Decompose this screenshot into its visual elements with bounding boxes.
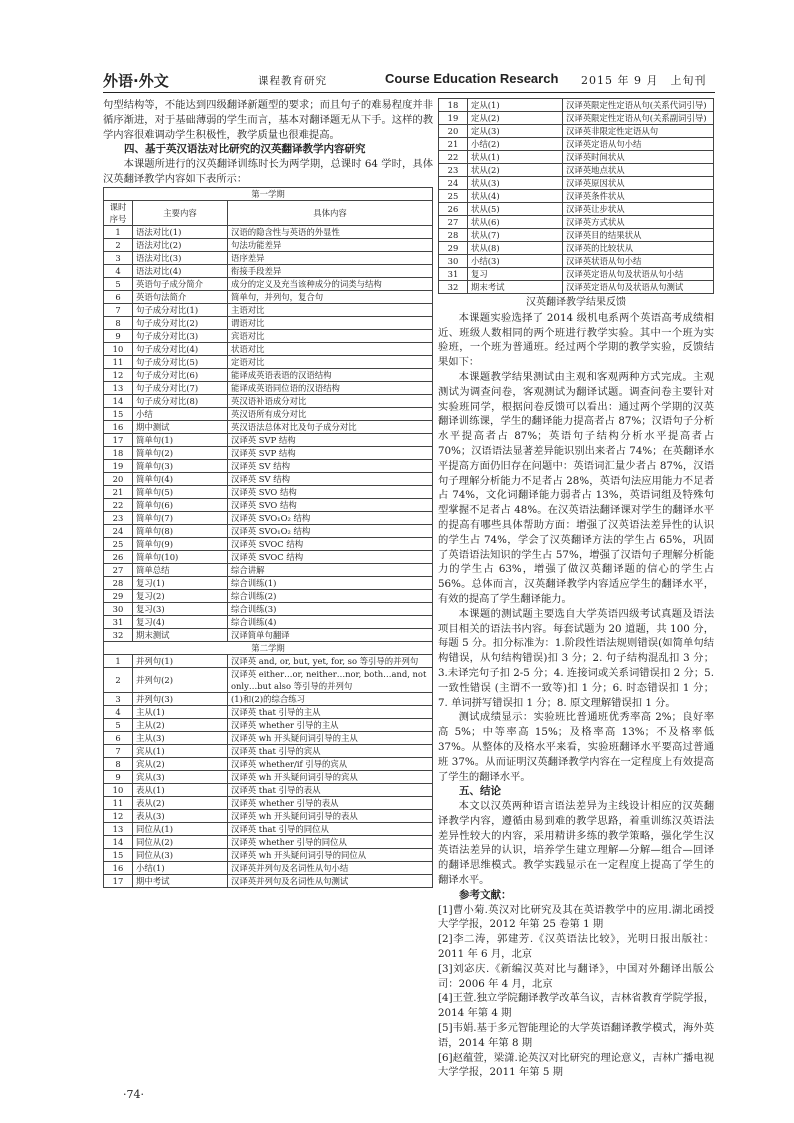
journal-title: 外语·外文	[103, 72, 169, 90]
row-main-content: 状从(6)	[468, 216, 563, 229]
reference-item: [1]曹小菊.英汉对比研究及其在英语教学中的应用.湖北函授大学学报，2012 年第 25 卷第 1 期	[438, 903, 714, 931]
curriculum-table-continued	[438, 98, 714, 294]
row-main-content: 句子成分对比(4)	[133, 342, 228, 355]
row-detail: 汉译英目的结果状从	[563, 229, 714, 242]
row-detail: 汉译英 SVO 结构	[228, 485, 433, 498]
row-detail: 汉译英非限定性定语从句	[563, 125, 714, 138]
row-main-content: 小结(3)	[468, 255, 563, 268]
row-detail: 谓语对比	[228, 316, 433, 329]
table-row	[104, 718, 433, 731]
table-row	[104, 692, 433, 705]
row-number: 2	[104, 667, 133, 692]
table-row	[104, 602, 433, 615]
row-number: 31	[104, 615, 133, 628]
table-row	[439, 203, 714, 216]
page-number: ·74·	[123, 1088, 144, 1101]
table-row	[104, 316, 433, 329]
table-row	[104, 394, 433, 407]
row-number: 20	[104, 472, 133, 485]
row-detail: 汉译英方式状从	[563, 216, 714, 229]
row-main-content: 复习(4)	[133, 615, 228, 628]
row-detail: 汉译英 SVOC 结构	[228, 537, 433, 550]
row-number: 1	[104, 654, 133, 667]
row-main-content: 宾从(3)	[133, 770, 228, 783]
row-detail: 汉译英定语从句及状语从句小结	[563, 268, 714, 281]
curriculum-table	[103, 187, 433, 888]
row-detail: 汉译英 SVO 结构	[228, 498, 433, 511]
row-number: 30	[439, 255, 468, 268]
row-number: 3	[104, 692, 133, 705]
table-row	[104, 835, 433, 848]
row-number: 10	[104, 783, 133, 796]
row-main-content: 语法对比(3)	[133, 251, 228, 264]
row-number: 17	[104, 874, 133, 887]
table-row	[104, 251, 433, 264]
table-row	[104, 368, 433, 381]
row-detail: 汉译英并列句及名词性从句测试	[228, 874, 433, 887]
row-main-content: 状从(5)	[468, 203, 563, 216]
row-detail: 汉译英定语从句小结	[563, 138, 714, 151]
row-detail: 汉译英并列句及名词性从句小结	[228, 861, 433, 874]
table-row	[439, 242, 714, 255]
table-row	[104, 537, 433, 550]
row-main-content: 状从(3)	[468, 177, 563, 190]
table-row	[104, 355, 433, 368]
row-main-content: 语法对比(4)	[133, 264, 228, 277]
table-row	[104, 589, 433, 602]
table-row	[104, 472, 433, 485]
row-detail: 英汉语补语成分对比	[228, 394, 433, 407]
row-detail: 汉译英 that 引导的宾从	[228, 744, 433, 757]
row-main-content: 简单句(7)	[133, 511, 228, 524]
row-main-content: 句子成分对比(7)	[133, 381, 228, 394]
row-number: 19	[439, 112, 468, 125]
table-row	[439, 125, 714, 138]
table-row	[104, 848, 433, 861]
row-number: 28	[439, 229, 468, 242]
table-row	[439, 190, 714, 203]
row-detail: 汉语的隐含性与英语的外显性	[228, 225, 433, 238]
row-main-content: 复习(2)	[133, 589, 228, 602]
table-row	[104, 511, 433, 524]
row-number: 18	[104, 446, 133, 459]
row-main-content: 简单句(5)	[133, 485, 228, 498]
row-main-content: 状从(4)	[468, 190, 563, 203]
results-caption: 汉英翻译教学结果反馈	[526, 297, 626, 308]
row-number: 12	[104, 809, 133, 822]
row-number: 2	[104, 238, 133, 251]
row-number: 21	[104, 485, 133, 498]
right-column	[438, 98, 714, 1080]
row-detail: 汉译英 either…or, neither…nor, both…and, not only…but also 等引导的并列句	[228, 667, 433, 692]
row-number: 22	[439, 151, 468, 164]
row-main-content: 同位从(1)	[133, 822, 228, 835]
table-row	[439, 177, 714, 190]
row-number: 29	[104, 589, 133, 602]
row-main-content: 定从(1)	[468, 99, 563, 112]
row-main-content: 简单句(6)	[133, 498, 228, 511]
row-detail: 汉译英 SVP 结构	[228, 446, 433, 459]
row-main-content: 并列句(1)	[133, 654, 228, 667]
table-row	[104, 731, 433, 744]
row-detail: 汉译英 that 引导的主从	[228, 705, 433, 718]
table-row	[104, 796, 433, 809]
row-main-content: 状从(1)	[468, 151, 563, 164]
row-main-content: 期末考试	[468, 281, 563, 294]
results-paragraph: 测试成绩显示：实验班比普通班优秀率高 2%；良好率高 5%；中等率高 15%；及格率高 13%；不及格率低 37%。从整体的及格水平来看，实验班翻译水平要高过普通班 37%。从而证明汉英翻译教学内容在一定程度上有效提高了学生的翻译水平。	[438, 711, 714, 783]
reference-item: [2]李二涛，郭建芳.《汉英语法比较》，光明日报出版社：2011 年 6 月，北京	[438, 933, 714, 961]
row-number: 15	[104, 407, 133, 420]
row-detail: 综合训练(1)	[228, 576, 433, 589]
table-row	[104, 550, 433, 563]
row-detail: 状语对比	[228, 342, 433, 355]
row-number: 26	[439, 203, 468, 216]
reference-item: [5]韦娟.基于多元智能理论的大学英语翻译教学模式，海外英语，2014 年第 8 期	[438, 1022, 714, 1049]
table-row	[104, 446, 433, 459]
row-detail: 汉译英 that 引导的同位从	[228, 822, 433, 835]
semester1-label: 第一学期	[104, 187, 433, 200]
row-detail: 汉译英 wh 开头疑问词引导的宾从	[228, 770, 433, 783]
table-row	[104, 563, 433, 576]
references-title: 参考文献：	[459, 888, 512, 901]
reference-item: [3]刘宓庆.《新编汉英对比与翻译》，中国对外翻译出版公司：2006 年 4 月，北京	[438, 962, 714, 990]
section-name: 课程教育研究	[258, 75, 327, 87]
table-row	[104, 861, 433, 874]
table-row	[104, 874, 433, 887]
row-number: 30	[104, 602, 133, 615]
row-detail: 综合讲解	[228, 563, 433, 576]
row-detail: 主语对比	[228, 303, 433, 316]
section4-paragraph: 本课题所进行的汉英翻译训练时长为两学期，总课时 64 学时，具体汉英翻译教学内容如下表所示：	[103, 158, 433, 185]
table-row	[439, 112, 714, 125]
row-number: 24	[104, 524, 133, 537]
row-number: 28	[104, 576, 133, 589]
table-row	[104, 576, 433, 589]
issue-date: 2015 年 9 月 上旬刊	[581, 74, 707, 87]
table-row	[104, 809, 433, 822]
table-row	[104, 705, 433, 718]
row-main-content: 表从(1)	[133, 783, 228, 796]
row-number: 13	[104, 381, 133, 394]
table-row	[104, 498, 433, 511]
row-main-content: 主从(1)	[133, 705, 228, 718]
row-detail: 语序差异	[228, 251, 433, 264]
table-row	[104, 238, 433, 251]
row-number: 5	[104, 277, 133, 290]
row-detail: 汉译英 SV 结构	[228, 459, 433, 472]
row-detail: 汉译英 whether 引导的同位从	[228, 835, 433, 848]
col-header-number: 课时序号	[104, 200, 133, 225]
row-number: 21	[439, 138, 468, 151]
row-number: 31	[439, 268, 468, 281]
row-main-content: 同位从(3)	[133, 848, 228, 861]
table-row	[104, 342, 433, 355]
row-main-content: 复习	[468, 268, 563, 281]
row-main-content: 简单句(2)	[133, 446, 228, 459]
row-number: 27	[439, 216, 468, 229]
row-number: 14	[104, 835, 133, 848]
table-row	[104, 433, 433, 446]
row-detail: 汉译英 SVOC 结构	[228, 550, 433, 563]
row-detail: 汉译英状语从句小结	[563, 255, 714, 268]
row-number: 27	[104, 563, 133, 576]
row-detail: 汉译英 and, or, but, yet, for, so 等引导的并列句	[228, 654, 433, 667]
row-main-content: 句子成分对比(8)	[133, 394, 228, 407]
row-number: 10	[104, 342, 133, 355]
row-detail: 汉译英定语从句及状语从句测试	[563, 281, 714, 294]
row-main-content: 简单句(1)	[133, 433, 228, 446]
row-main-content: 语法对比(1)	[133, 225, 228, 238]
row-detail: 英汉语法总体对比及句子成分对比	[228, 420, 433, 433]
table-row	[104, 420, 433, 433]
row-main-content: 句子成分对比(2)	[133, 316, 228, 329]
table-row	[104, 744, 433, 757]
table-row	[104, 459, 433, 472]
row-detail: 定语对比	[228, 355, 433, 368]
row-number: 7	[104, 303, 133, 316]
row-detail: 汉译英条件状从	[563, 190, 714, 203]
table-row	[104, 329, 433, 342]
row-main-content: 英语句法简介	[133, 290, 228, 303]
row-number: 6	[104, 731, 133, 744]
row-number: 29	[439, 242, 468, 255]
row-detail: 汉译英 whether 引导的主从	[228, 718, 433, 731]
table-row	[104, 822, 433, 835]
row-detail: 汉译英时间状从	[563, 151, 714, 164]
table-row	[104, 303, 433, 316]
row-detail: 汉译英原因状从	[563, 177, 714, 190]
table-row	[104, 757, 433, 770]
row-detail: 汉译英让步状从	[563, 203, 714, 216]
table-row	[104, 381, 433, 394]
row-main-content: 定从(3)	[468, 125, 563, 138]
table-row	[104, 628, 433, 641]
row-number: 18	[439, 99, 468, 112]
row-number: 23	[439, 164, 468, 177]
table-row	[439, 255, 714, 268]
col-header-main: 主要内容	[133, 200, 228, 225]
results-paragraph: 本课题实验选择了 2014 级机电系两个英语高考成绩相近、班级人数相同的两个班进行教学实验。其中一个班为实验班，一个班为普通班。经过两个学期的教学实验，反馈结果如下：	[438, 311, 714, 369]
row-main-content: 状从(7)	[468, 229, 563, 242]
row-number: 4	[104, 705, 133, 718]
table-row	[104, 225, 433, 238]
row-number: 22	[104, 498, 133, 511]
row-main-content: 表从(3)	[133, 809, 228, 822]
row-detail: 汉译英 SVO₁O₂ 结构	[228, 524, 433, 537]
row-detail: 简单句，并列句，复合句	[228, 290, 433, 303]
table-row	[104, 485, 433, 498]
page-header	[103, 70, 713, 92]
row-number: 8	[104, 757, 133, 770]
row-detail: 汉译英 SVO₁O₂ 结构	[228, 511, 433, 524]
table-row	[439, 268, 714, 281]
journal-english-title: Course Education Research	[385, 71, 559, 86]
row-detail: 能译成英语同位语的汉语结构	[228, 381, 433, 394]
row-main-content: 并列句(3)	[133, 692, 228, 705]
row-number: 6	[104, 290, 133, 303]
row-main-content: 简单句(4)	[133, 472, 228, 485]
row-main-content: 简单句(8)	[133, 524, 228, 537]
row-number: 1	[104, 225, 133, 238]
row-main-content: 句子成分对比(6)	[133, 368, 228, 381]
row-main-content: 期中测试	[133, 420, 228, 433]
results-paragraph: 本课题的测试题主要选自大学英语四级考试真题及语法项目相关的语法书内容。每套试题为 20 道题，共 100 分，每题 5 分。扣分标准为：1.阶段性语法规则错误(如简单句结构错误，从句结构错误)扣 3 分；2. 句子结构混乱扣 3 分；3.未译完句子扣 2-5 分；4. 连接词或关系词错误扣 2 分；5. 一致性错误 (主谓不一致等)扣 1 分；6. 时态错误扣 1 分；7. 单词拼写错误扣 1 分；8. 原文理解错误扣 1 分。	[438, 607, 714, 709]
row-main-content: 小结(1)	[133, 861, 228, 874]
row-number: 9	[104, 770, 133, 783]
row-detail: 汉译简单句翻译	[228, 628, 433, 641]
row-number: 11	[104, 796, 133, 809]
row-detail: 汉译英 wh 开头疑问词引导的表从	[228, 809, 433, 822]
row-main-content: 主从(2)	[133, 718, 228, 731]
row-detail: 能译成英语表语的汉语结构	[228, 368, 433, 381]
table-row	[104, 290, 433, 303]
reference-item: [6]赵蕴萱，梁潇.论英汉对比研究的理论意义，吉林广播电视大学学报，2011 年第 5 期	[438, 1051, 714, 1079]
row-main-content: 简单句(10)	[133, 550, 228, 563]
row-number: 9	[104, 329, 133, 342]
row-number: 5	[104, 718, 133, 731]
table-row	[439, 164, 714, 177]
table-row	[104, 783, 433, 796]
row-detail: 汉译英的比较状从	[563, 242, 714, 255]
row-main-content: 句子成分对比(1)	[133, 303, 228, 316]
row-detail: 汉译英限定性定语从句(关系副词引导)	[563, 112, 714, 125]
row-detail: 汉译英 wh 开头疑问词引导的同位从	[228, 848, 433, 861]
row-main-content: 表从(2)	[133, 796, 228, 809]
row-main-content: 状从(8)	[468, 242, 563, 255]
row-detail: 汉译英 SV 结构	[228, 472, 433, 485]
row-detail: (1)和(2)的综合练习	[228, 692, 433, 705]
row-number: 24	[439, 177, 468, 190]
section5-paragraph: 本文以汉英两种语言语法差异为主线设计相应的汉英翻译教学内容，遵循由易到难的教学思路，着重训练汉英语法差异性较大的内容，采用精讲多练的教学策略，强化学生汉英语法差异的认识，培养学生建立理解—分解—组合—回译的翻译思维模式。教学实践显示在一定程度上提高了学生的翻译水平。	[438, 800, 714, 887]
row-main-content: 复习(1)	[133, 576, 228, 589]
row-number: 14	[104, 394, 133, 407]
table-row	[104, 277, 433, 290]
table-row	[439, 216, 714, 229]
section4-title: 四、基于英汉语法对比研究的汉英翻译教学内容研究	[124, 143, 366, 156]
row-number: 12	[104, 368, 133, 381]
table-row	[104, 667, 433, 692]
row-detail: 句法功能差异	[228, 238, 433, 251]
row-number: 4	[104, 264, 133, 277]
row-main-content: 英语句子成分简介	[133, 277, 228, 290]
row-number: 8	[104, 316, 133, 329]
row-number: 7	[104, 744, 133, 757]
row-detail: 衔接手段差异	[228, 264, 433, 277]
row-main-content: 期中考试	[133, 874, 228, 887]
results-paragraph: 本课题教学结果测试由主观和客观两种方式完成。主观测试为调查问卷，客观测试为翻译试题。调查问卷主要针对实验班同学，根据问卷反馈可以看出：通过两个学期的汉英翻译训练课，学生的翻译能力提高者占 87%；汉语句子分析水平提高者占 87%；英语句子结构分析水平提高者占 70%；汉语语法显著差异能识别出来者占 74%；在英翻译水平提高方面仍旧存在问题中：英语词汇量少者占 87%，汉语句子理解分析能力不足者占 28%，英语句法应用能力不足者占 74%，文化词翻译能力弱者占 13%，英语词组及特殊句型掌握不足者占 48%。在汉英语法翻译课对学生的翻译水平的提高有哪些具体帮助方面：增强了汉英语法差异性的认识的学生占 74%，学会了汉英翻译方法的学生占 65%，巩固了英语语法知识的学生占 57%，增强了汉语句子理解分析能力的学生占 63%，增强了做汉英翻译题的信心的学生占 56%。总体而言，汉英翻译教学内容适应学生的翻译水平，有效的提高了学生翻译能力。	[438, 370, 714, 605]
table-row	[104, 770, 433, 783]
row-main-content: 宾从(1)	[133, 744, 228, 757]
row-detail: 汉译英 SVP 结构	[228, 433, 433, 446]
semester2-label: 第二学期	[104, 641, 433, 654]
section5-title: 五、结论	[459, 785, 501, 798]
table-row	[104, 264, 433, 277]
table-row	[439, 281, 714, 294]
row-number: 20	[439, 125, 468, 138]
row-main-content: 小结	[133, 407, 228, 420]
row-detail: 汉译英 whether/if 引导的宾从	[228, 757, 433, 770]
row-number: 26	[104, 550, 133, 563]
row-number: 25	[104, 537, 133, 550]
row-number: 11	[104, 355, 133, 368]
row-main-content: 简单句(3)	[133, 459, 228, 472]
row-detail: 综合训练(3)	[228, 602, 433, 615]
row-number: 15	[104, 848, 133, 861]
row-detail: 成分的定义及充当该种成分的词类与结构	[228, 277, 433, 290]
row-detail: 综合训练(2)	[228, 589, 433, 602]
row-number: 16	[104, 420, 133, 433]
row-number: 19	[104, 459, 133, 472]
row-number: 13	[104, 822, 133, 835]
row-number: 17	[104, 433, 133, 446]
header-rule	[103, 92, 715, 93]
row-main-content: 复习(3)	[133, 602, 228, 615]
row-main-content: 期末测试	[133, 628, 228, 641]
row-number: 16	[104, 861, 133, 874]
row-main-content: 宾从(2)	[133, 757, 228, 770]
row-main-content: 语法对比(2)	[133, 238, 228, 251]
row-main-content: 同位从(2)	[133, 835, 228, 848]
row-detail: 汉译英 wh 开头疑问词引导的主从	[228, 731, 433, 744]
row-number: 32	[439, 281, 468, 294]
row-number: 25	[439, 190, 468, 203]
table-row	[439, 151, 714, 164]
row-detail: 英汉语所有成分对比	[228, 407, 433, 420]
intro-paragraph: 句型结构等，不能达到四级翻译新题型的要求；而且句子的难易程度并非循序渐进，对于基础薄弱的学生而言，基本对翻译题无从下手。这样的教学内容很难调动学生积极性，教学质量也很难提高。	[103, 99, 433, 141]
row-main-content: 状从(2)	[468, 164, 563, 177]
table-row	[439, 229, 714, 242]
row-number: 23	[104, 511, 133, 524]
col-header-detail: 具体内容	[228, 200, 433, 225]
row-number: 32	[104, 628, 133, 641]
table-row	[104, 654, 433, 667]
table-row	[104, 615, 433, 628]
row-detail: 综合训练(4)	[228, 615, 433, 628]
row-detail: 汉译英限定性定语从句(关系代词引导)	[563, 99, 714, 112]
table-row	[104, 524, 433, 537]
table-row	[104, 407, 433, 420]
row-main-content: 主从(3)	[133, 731, 228, 744]
row-main-content: 句子成分对比(3)	[133, 329, 228, 342]
row-main-content: 简单句(9)	[133, 537, 228, 550]
row-main-content: 句子成分对比(5)	[133, 355, 228, 368]
table-row	[439, 99, 714, 112]
row-detail: 汉译英 whether 引导的表从	[228, 796, 433, 809]
table-row	[439, 138, 714, 151]
reference-item: [4]王萱.独立学院翻译教学改革刍议，吉林省教育学院学报，2014 年第 4 期	[438, 992, 714, 1020]
row-main-content: 小结(2)	[468, 138, 563, 151]
left-column	[103, 98, 433, 888]
row-main-content: 定从(2)	[468, 112, 563, 125]
row-number: 3	[104, 251, 133, 264]
row-detail: 汉译英 that 引导的表从	[228, 783, 433, 796]
row-detail: 宾语对比	[228, 329, 433, 342]
row-main-content: 简单总结	[133, 563, 228, 576]
row-main-content: 并列句(2)	[133, 667, 228, 692]
row-detail: 汉译英地点状从	[563, 164, 714, 177]
